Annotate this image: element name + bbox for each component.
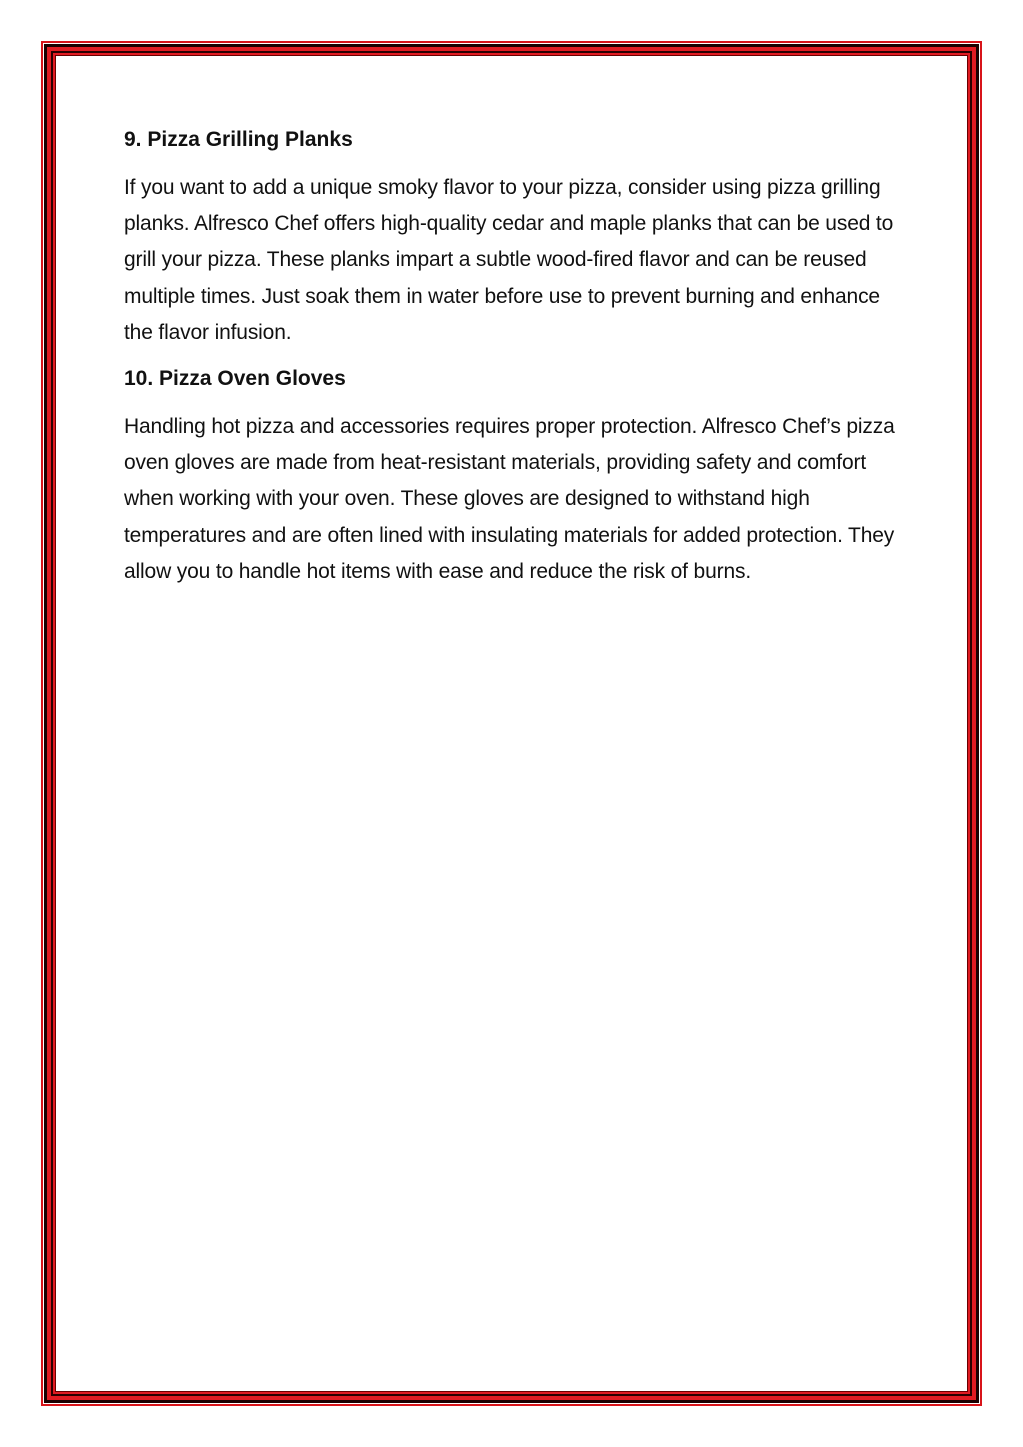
section-paragraph: If you want to add a unique smoky flavor to your pizza, consider using pizza grilling planks. Alfresco Chef offers high-quality cedar and maple planks that can be used to grill your pizza. These planks impart a subtle wood-fired flavor and can be reused multiple times. Just soak them in water before use to prevent burning and enhance the flavor infusion. xyxy=(124,176,894,344)
section-heading: 10. Pizza Oven Gloves xyxy=(124,367,346,391)
section-pizza-grilling-planks xyxy=(124,122,914,351)
section-paragraph: Handling hot pizza and accessories requires proper protection. Alfresco Chef’s pizza oven gloves are made from heat-resistant materials, providing safety and comfort when working with your oven. These gloves are designed to withstand high temperatures and are often lined with insulating materials for added protection. They allow you to handle hot items with ease and reduce the risk of burns. xyxy=(124,415,895,583)
document-body xyxy=(124,122,914,600)
section-pizza-oven-gloves xyxy=(124,361,914,590)
section-heading: 9. Pizza Grilling Planks xyxy=(124,128,353,151)
